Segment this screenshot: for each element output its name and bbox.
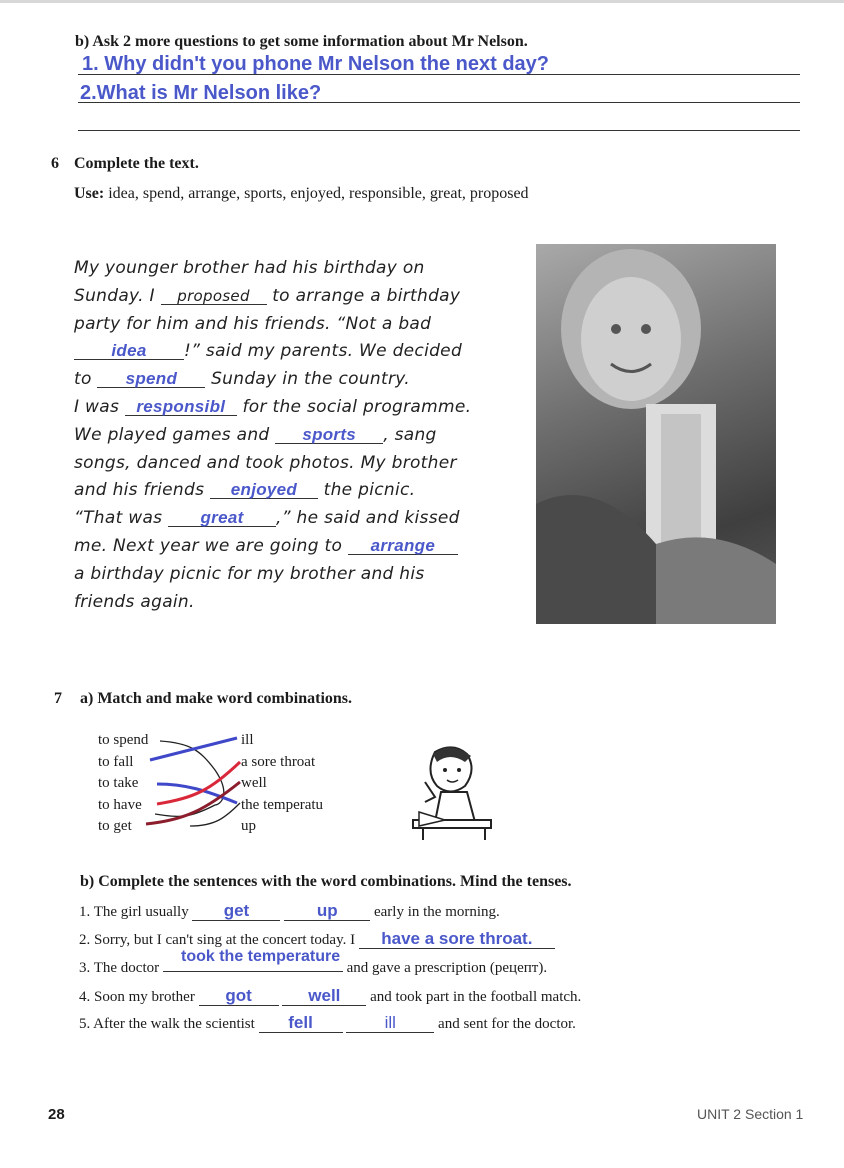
story-line: and his friends enjoyed the picnic. [74, 480, 416, 501]
blank-answer: idea [111, 341, 147, 361]
sentence-4: 4. Soon my brother got well and took part in the football match. [79, 986, 582, 1005]
story-line: We played games and sports , sang [74, 424, 437, 445]
ex6-heading: Complete the text. [74, 155, 199, 172]
use-label: Use: [74, 185, 105, 202]
blank-answer: proposed [177, 286, 250, 305]
story-line: My younger brother had his birthday on [74, 258, 425, 278]
story-line: a birthday picnic for my brother and his [74, 563, 425, 584]
blank-answer: responsibl [136, 396, 226, 416]
sentence-3: 3. The doctor and gave a prescription (рецепт). [79, 960, 548, 976]
girl-studying-illustration [405, 742, 495, 842]
blank-answer: ill [384, 1013, 396, 1032]
ex5b-heading: b) Ask 2 more questions to get some information about Mr Nelson. [75, 33, 528, 50]
use-words: idea, spend, arrange, sports, enjoyed, responsible, great, proposed [104, 185, 529, 202]
printed-curve [190, 803, 240, 826]
right-item: well [241, 775, 267, 791]
ex6-number: 6 [51, 155, 59, 172]
unit-section-label: UNIT 2 Section 1 [697, 1106, 804, 1122]
right-item: ill [241, 732, 254, 748]
left-item: to get [98, 818, 132, 834]
right-item: the temperatu [241, 796, 324, 813]
blank-answer: great [200, 508, 244, 528]
sentence-3-answer: took the temperature [181, 948, 341, 965]
blank-answer: spend [125, 369, 178, 389]
blank-answer: have a sore throat. [381, 929, 533, 948]
ex5b-answer-1: 1. Why didn't you phone Mr Nelson the next day? [82, 53, 550, 75]
left-item: to take [98, 775, 139, 791]
blank-answer: got [225, 986, 252, 1005]
printed-curve [155, 741, 224, 816]
ex7a-heading: a) Match and make word combinations. [80, 690, 353, 707]
blank-answer: up [316, 901, 338, 920]
left-item: to fall [98, 753, 134, 770]
right-item: a sore throat [241, 753, 316, 770]
sentence-5: 5. After the walk the scientist fell ill and sent for the doctor. [79, 1013, 576, 1032]
blank-answer: arrange [370, 535, 436, 555]
story-line: me. Next year we are going to arrange [74, 533, 471, 561]
blank-answer: fell [288, 1013, 313, 1032]
left-item: to spend [98, 732, 149, 748]
right-item: up [241, 818, 256, 834]
blank-answer: get [223, 901, 250, 920]
story-line: party for him and his friends. “Not a bad [74, 313, 432, 334]
story-line: to spend Sunday in the country. [74, 369, 410, 390]
page-number: 28 [48, 1106, 65, 1123]
left-item: to have [98, 796, 142, 813]
sentence-2: 2. Sorry, but I can't sing at the concert today. I have a sore throat. [79, 931, 555, 949]
story-line: “That was great ,” he said and kissed [74, 508, 460, 529]
story-line: I was responsibl for the social programme. [74, 396, 472, 417]
story-line: Sunday. I proposed to arrange a birthday [74, 285, 461, 306]
story-line: songs, danced and took photos. My brother [74, 452, 457, 473]
ex7-number: 7 [54, 690, 62, 707]
story-line: idea !” said my parents. We decided [74, 338, 471, 366]
ex7b-heading: b) Complete the sentences with the word combinations. Mind the tenses. [80, 873, 572, 890]
blank-answer: sports [302, 424, 357, 444]
blank-answer: well [308, 986, 341, 1005]
blank-answer: enjoyed [230, 480, 298, 500]
sentence-1: 1. The girl usually get up early in the morning. [79, 901, 500, 920]
ex5b-answer-2: 2.What is Mr Nelson like? [80, 82, 322, 104]
story-line: friends again. [74, 591, 195, 612]
